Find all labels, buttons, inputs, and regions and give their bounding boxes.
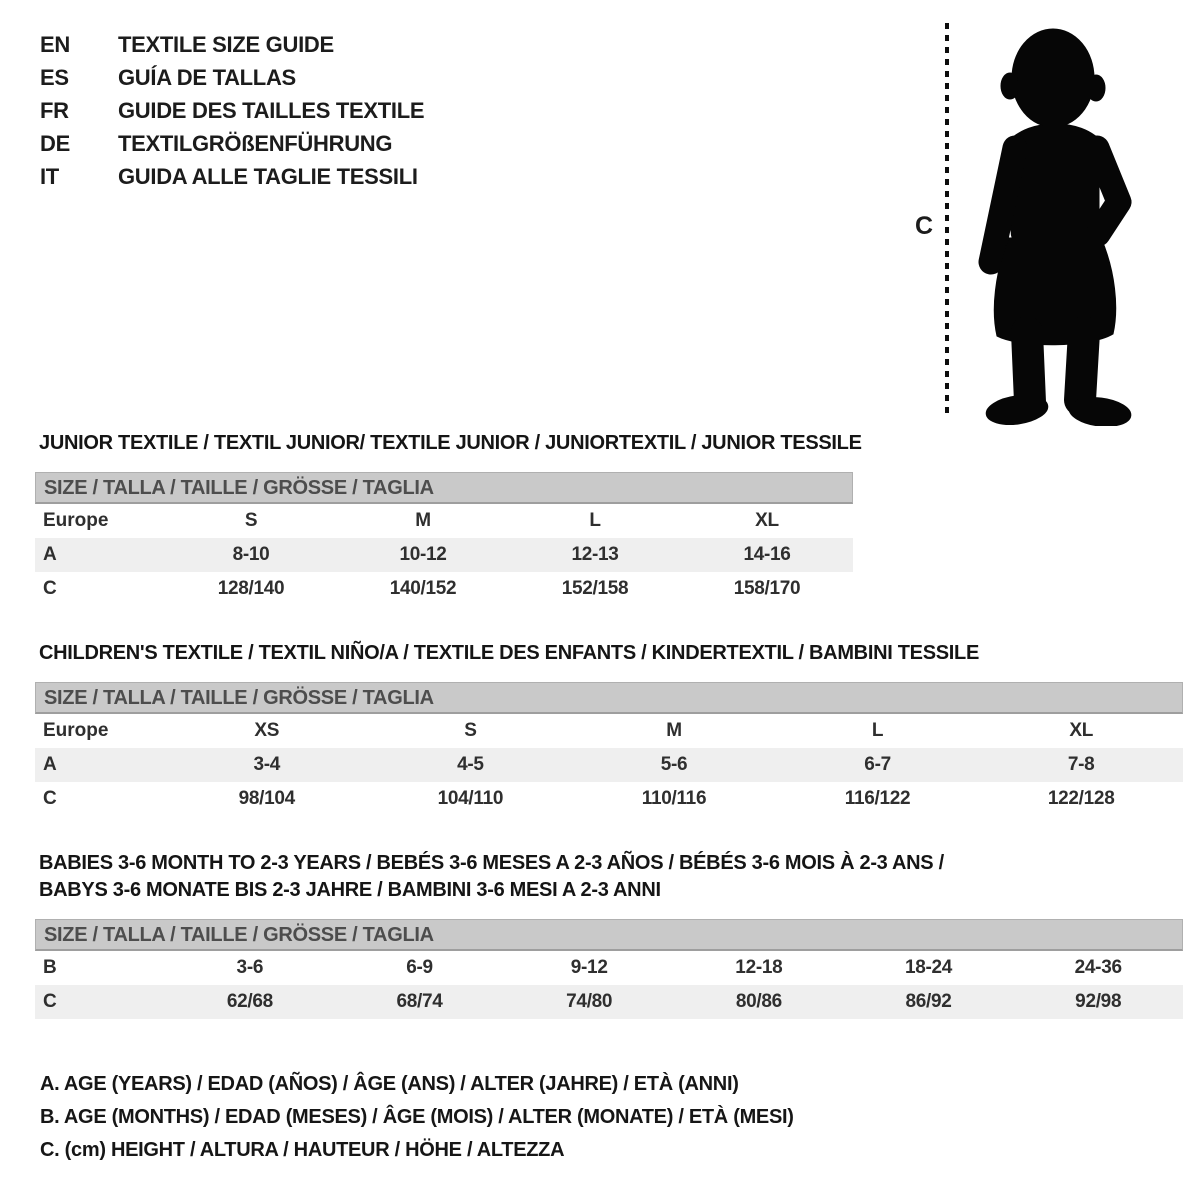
- size-value-cell: XL: [1069, 720, 1094, 741]
- size-table: [35, 472, 853, 606]
- size-value-cell: XS: [254, 720, 280, 741]
- size-value-cell: 14-16: [743, 544, 791, 565]
- size-section: [35, 432, 1183, 606]
- size-value-cell: 18-24: [904, 957, 953, 978]
- height-measure-dashed-line: [943, 17, 951, 425]
- section-title: JUNIOR TEXTILE / TEXTIL JUNIOR/ TEXTILE JUNIOR / JUNIORTEXTIL / JUNIOR TESSILE: [39, 432, 862, 454]
- language-title: TEXTILE SIZE GUIDE: [118, 32, 334, 57]
- table-size-header: SIZE / TALLA / TAILLE / GRÖSSE / TAGLIA: [35, 919, 1183, 951]
- size-value-cell: 116/122: [844, 788, 911, 809]
- size-value-cell: 10-12: [399, 544, 447, 565]
- language-code: DE: [40, 131, 70, 156]
- size-value-cell: 128/140: [217, 578, 285, 599]
- section-title-line2: BABYS 3-6 MONATE BIS 2-3 JAHRE / BAMBINI 3-6 MESI A 2-3 ANNI: [39, 879, 661, 901]
- row-label: B: [43, 957, 57, 978]
- language-title: TEXTILGRÖßENFÜHRUNG: [118, 131, 393, 156]
- language-title: GUIDE DES TAILLES TEXTILE: [118, 98, 425, 123]
- size-table: [35, 682, 1183, 816]
- size-value-cell: 110/116: [641, 788, 707, 809]
- size-value-cell: XL: [755, 510, 779, 531]
- row-label: Europe: [43, 720, 109, 741]
- size-value-cell: 6-7: [864, 754, 891, 775]
- height-figure: [905, 12, 1165, 432]
- row-label: C: [43, 788, 57, 809]
- size-value-cell: L: [589, 510, 601, 531]
- size-value-cell: S: [464, 720, 477, 741]
- size-value-cell: 9-12: [570, 957, 608, 978]
- size-value-cell: 3-6: [236, 957, 264, 978]
- row-label: C: [43, 578, 57, 599]
- size-value-cell: 4-5: [457, 754, 484, 775]
- toddler-shape: [984, 29, 1132, 426]
- size-value-cell: 12-13: [571, 544, 619, 565]
- row-label: A: [43, 754, 57, 775]
- language-row: [40, 94, 424, 127]
- size-value-cell: 104/110: [437, 788, 504, 809]
- row-label: Europe: [43, 510, 109, 531]
- table-row: [35, 714, 1183, 748]
- size-value-cell: 74/80: [566, 991, 613, 1012]
- size-value-cell: 5-6: [660, 754, 688, 775]
- row-label: C: [43, 991, 57, 1012]
- size-value-cell: 86/92: [905, 991, 952, 1012]
- section-title: BABIES 3-6 MONTH TO 2-3 YEARS / BEBÉS 3-6 MESES A 2-3 AÑOS / BÉBÉS 3-6 MOIS À 2-3 ANS /: [39, 852, 944, 874]
- size-value-cell: 62/68: [226, 991, 273, 1012]
- size-table: [35, 919, 1183, 1019]
- table-row: [35, 504, 853, 538]
- language-code: IT: [40, 164, 59, 189]
- language-title: GUIDA ALLE TAGLIE TESSILI: [118, 164, 418, 189]
- size-value-cell: L: [871, 720, 884, 741]
- table-row: [35, 748, 1183, 782]
- size-value-cell: 3-4: [253, 754, 281, 775]
- language-title: GUÍA DE TALLAS: [118, 65, 296, 90]
- size-value-cell: 122/128: [1047, 788, 1115, 809]
- language-row: [40, 28, 424, 61]
- language-code: FR: [40, 98, 69, 123]
- size-value-cell: 8-10: [232, 544, 270, 565]
- size-value-cell: M: [415, 510, 431, 531]
- size-value-cell: 6-9: [406, 957, 433, 978]
- size-value-cell: 98/104: [238, 788, 295, 809]
- legend-line: B. AGE (MONTHS) / EDAD (MESES) / ÂGE (MOIS) / ALTER (MONATE) / ETÀ (MESI): [40, 1106, 794, 1128]
- size-tables: [35, 432, 1183, 1055]
- size-value-cell: 80/86: [735, 991, 782, 1012]
- language-row: [40, 127, 424, 160]
- legend-line: C. (cm) HEIGHT / ALTURA / HAUTEUR / HÖHE / ALTEZZA: [40, 1139, 565, 1161]
- size-value-cell: 152/158: [561, 578, 629, 599]
- size-value-cell: 12-18: [735, 957, 783, 978]
- language-code: EN: [40, 32, 70, 57]
- size-value-cell: 92/98: [1075, 991, 1122, 1012]
- row-label: A: [43, 544, 57, 565]
- height-measure-label: C: [915, 212, 934, 240]
- table-row: [35, 538, 853, 572]
- language-row: [40, 160, 424, 193]
- size-value-cell: 24-36: [1074, 957, 1122, 978]
- language-list: [40, 28, 424, 193]
- table-row: [35, 782, 1183, 816]
- size-section: [35, 852, 1183, 1019]
- size-value-cell: 140/152: [389, 578, 457, 599]
- size-value-cell: 158/170: [733, 578, 801, 599]
- language-code: ES: [40, 65, 69, 90]
- table-size-header: SIZE / TALLA / TAILLE / GRÖSSE / TAGLIA: [35, 472, 853, 504]
- size-section: [35, 642, 1183, 816]
- table-row: [35, 985, 1183, 1019]
- size-value-cell: M: [666, 720, 682, 741]
- section-title: CHILDREN'S TEXTILE / TEXTIL NIÑO/A / TEXTILE DES ENFANTS / KINDERTEXTIL / BAMBINI TESSILE: [39, 642, 979, 664]
- legend-line: A. AGE (YEARS) / EDAD (AÑOS) / ÂGE (ANS) / ALTER (JAHRE) / ETÀ (ANNI): [40, 1073, 739, 1095]
- size-value-cell: 68/74: [396, 991, 443, 1012]
- table-size-header: SIZE / TALLA / TAILLE / GRÖSSE / TAGLIA: [35, 682, 1183, 714]
- language-row: [40, 61, 424, 94]
- table-row: [35, 951, 1183, 985]
- table-row: [35, 572, 853, 606]
- legend: [40, 1068, 794, 1167]
- size-value-cell: S: [244, 510, 258, 531]
- size-value-cell: 7-8: [1067, 754, 1095, 775]
- toddler-silhouette-icon: [965, 16, 1145, 426]
